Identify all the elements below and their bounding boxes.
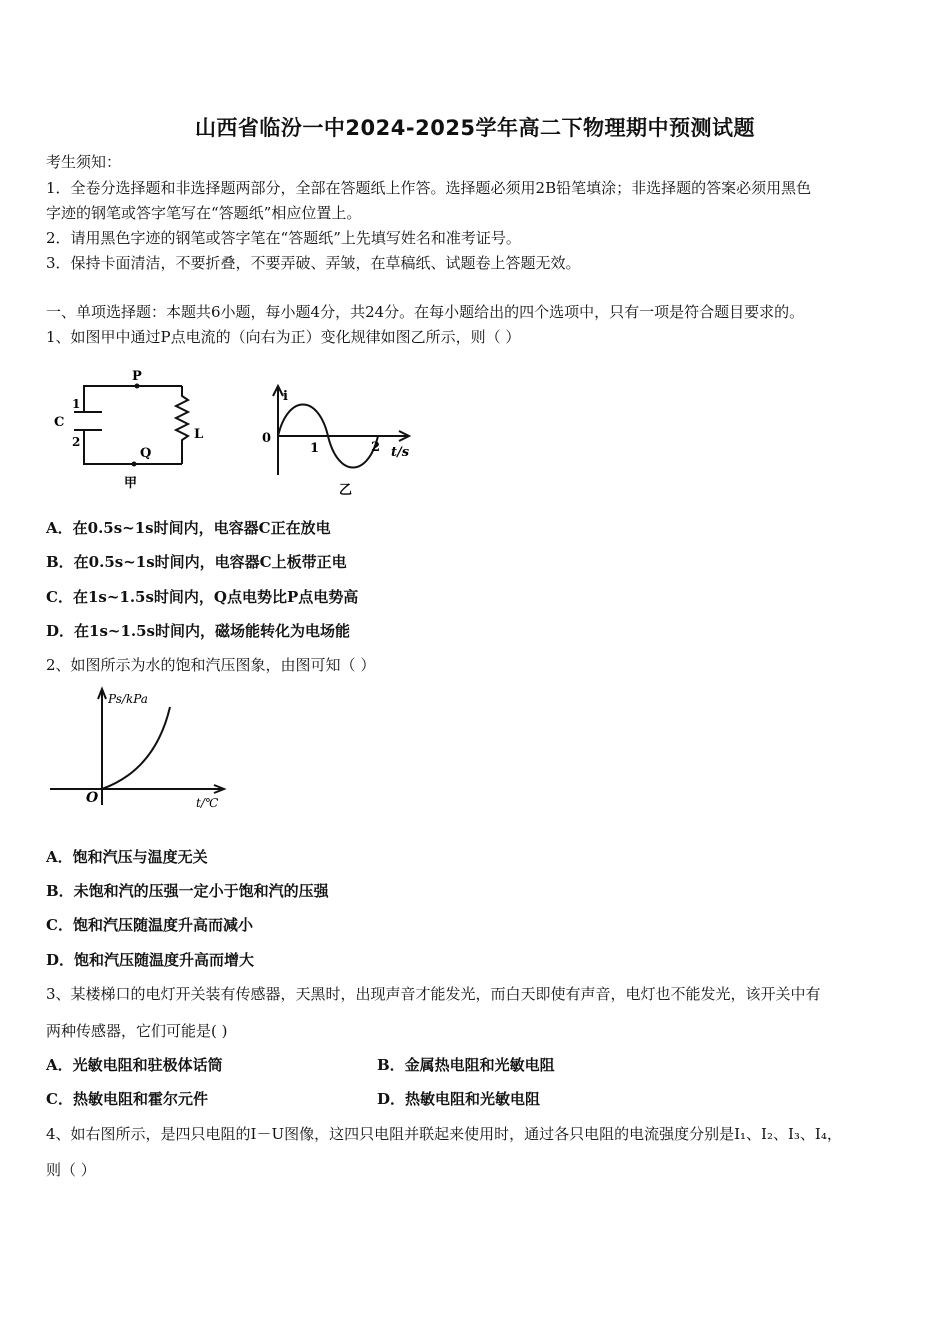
label-q: Q [140, 446, 152, 461]
notice-item: 字迹的钢笔或答字笔写在“答题纸”相应位置上。 [46, 204, 362, 222]
q1-option-b: B．在0.5s~1s时间内，电容器C上板带正电 [46, 553, 347, 571]
caption-yi: 乙 [339, 483, 353, 498]
question-2-stem: 2、如图所示为水的饱和汽压图象，由图可知（ ） [46, 656, 376, 674]
q2-option-c: C．饱和汽压随温度升高而减小 [46, 916, 253, 934]
label-p: P [132, 369, 142, 384]
label-l: L [194, 427, 204, 442]
axis-label-t: t/s [391, 445, 410, 460]
point-q [132, 462, 137, 467]
q3-option-a: A．光敏电阻和驻极体话筒 [46, 1056, 223, 1074]
label-plate-1: 1 [72, 397, 81, 411]
origin-label-o: O [86, 790, 99, 806]
tick-label-1: 1 [310, 441, 320, 456]
notice-item: 2．请用黑色字迹的钢笔或答字笔在“答题纸”上先填写姓名和准考证号。 [46, 229, 521, 247]
q1-option-c: C．在1s~1.5s时间内，Q点电势比P点电势高 [46, 588, 359, 606]
question-1-stem: 1、如图甲中通过P点电流的（向右为正）变化规律如图乙所示，则（ ） [46, 328, 521, 346]
question-4-stem-line2: 则（ ） [46, 1161, 96, 1179]
page-title: 山西省临汾一中2024-2025学年高二下物理期中预测试题 [194, 116, 756, 140]
question-3-stem-line2: 两种传感器，它们可能是( ) [46, 1022, 228, 1040]
section-heading: 一、单项选择题：本题共6小题，每小题4分，共24分。在每小题给出的四个选项中，只有一项是符合题目要求的。 [46, 303, 805, 321]
notice-heading: 考生须知： [46, 153, 122, 171]
question-4-stem-line1: 4、如右图所示，是四只电阻的I－U图像，这四只电阻并联起来使用时，通过各只电阻的电流强度分别是I₁、I₂、I₃、I₄， [46, 1125, 842, 1143]
q3-option-d: D．热敏电阻和光敏电阻 [377, 1090, 541, 1108]
notice-item: 1．全卷分选择题和非选择题两部分，全部在答题纸上作答。选择题必须用2B铅笔填涂；非选择题的答案必须用黑色 [46, 179, 812, 197]
q3-option-c: C．热敏电阻和霍尔元件 [46, 1090, 208, 1108]
saturated-vapor-pressure-graph [46, 685, 246, 815]
q2-option-a: A．饱和汽压与温度无关 [46, 848, 208, 866]
origin-label: 0 [262, 431, 272, 446]
q3-option-b: B．金属热电阻和光敏电阻 [377, 1056, 555, 1074]
q1-option-d: D．在1s~1.5s时间内，磁场能转化为电场能 [46, 622, 351, 640]
tick-label-2: 2 [371, 440, 381, 455]
axis-label-i: i [283, 389, 288, 404]
q2-option-b: B．未饱和汽的压强一定小于饱和汽的压强 [46, 882, 329, 900]
caption-jia: 甲 [124, 476, 138, 491]
axis-label-ps: Ps/kPa [108, 692, 148, 706]
point-p [135, 384, 140, 389]
label-c: C [54, 415, 65, 430]
notice-item: 3．保持卡面清洁，不要折叠，不要弄破、弄皱，在草稿纸、试题卷上答题无效。 [46, 254, 581, 272]
axis-label-temp: t/℃ [196, 796, 219, 810]
current-time-graph [255, 380, 425, 505]
question-3-stem-line1: 3、某楼梯口的电灯开关装有传感器，天黑时，出现声音才能发光，而白天即使有声音，电灯也不能发光，该开关中有 [46, 985, 821, 1003]
lc-circuit-diagram [46, 360, 226, 500]
q1-option-a: A．在0.5s~1s时间内，电容器C正在放电 [46, 519, 331, 537]
label-plate-2: 2 [72, 435, 81, 449]
q2-option-d: D．饱和汽压随温度升高而增大 [46, 951, 255, 969]
